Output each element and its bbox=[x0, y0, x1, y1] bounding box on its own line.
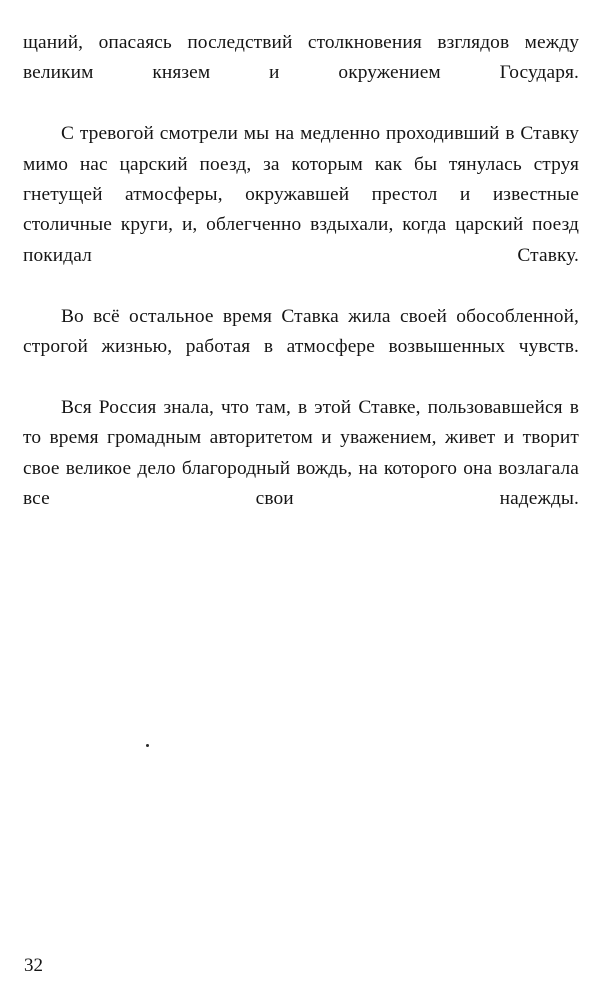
paragraph-1: щаний, опасаясь последствий столкновения взглядов между великим князем и окружением Государя. bbox=[23, 32, 579, 84]
page-text-body bbox=[23, 28, 579, 545]
page-number: 32 bbox=[24, 955, 43, 976]
stray-ink-dot bbox=[146, 744, 149, 747]
paragraph-4: Вся Россия знала, что там, в этой Ставке, пользовавшейся в то время громадным авторитетом и уважением, живет и творит свое великое дело благородный вождь, на которого она возлагала все свои надежды. bbox=[23, 396, 579, 510]
paragraph-3: Во всё остальное время Ставка жила своей обособленной, строгой жизнью, работая в атмосфере возвышенных чувств. bbox=[23, 305, 579, 358]
paragraph-2: С тревогой смотрели мы на медленно проходивший в Ставку мимо нас царский поезд, за которым как бы тянулась струя гнетущей атмосферы, окружавшей престол и известные столичные круги, и, облегченно вздыхали, когда царский поезд покидал Ставку. bbox=[23, 123, 579, 266]
